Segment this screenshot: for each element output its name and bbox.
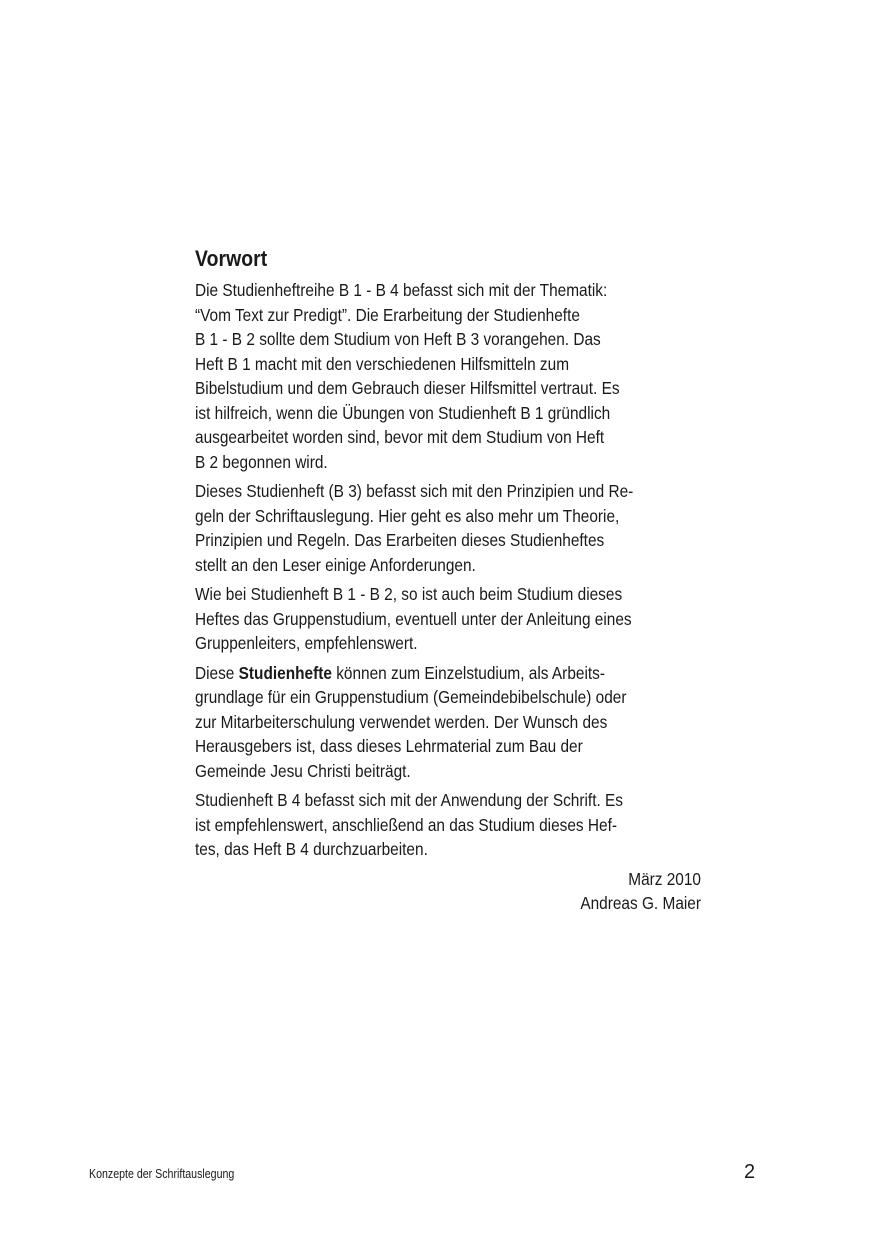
signature-author: Andreas G. Maier [580, 893, 701, 913]
page-number: 2 [744, 1161, 756, 1183]
preface-paragraph-5: Studienheft B 4 befasst sich mit der Anwendung der Schrift. Es ist empfehlenswert, anschließend an das Studium dieses Hef- tes, das Heft B 4 durchzuarbeiten. [195, 790, 624, 859]
preface-paragraph-3: Wie bei Studienheft B 1 - B 2, so ist auch beim Studium dieses Heftes das Gruppenstudium, eventuell unter der Anleitung eines Gruppenleiters, empfehlenswert. [195, 584, 632, 653]
preface-paragraph-4 [195, 661, 705, 784]
preface-section [195, 246, 705, 916]
signature-block [195, 867, 701, 916]
footer-book-title: Konzepte der Schriftauslegung [89, 1167, 235, 1181]
preface-paragraph-1: Die Studienheftreihe B 1 - B 4 befasst sich mit der Thematik: “Vom Text zur Predigt”. Die Erarbeitung der Studienhefte B 1 - B 2 sollte dem Studium von Heft B 3 vorangehen. Das Heft B 1 macht mit den verschiedenen Hilfsmitteln zum Bibelstudium und dem Gebrauch dieser Hilfsmittel vertraut. Es ist hilfreich, wenn die Übungen von Studienheft B 1 gründlich ausgearbeitet worden sind, bevor mit dem Studium von Heft B 2 begonnen wird. [195, 280, 620, 472]
paragraph-4-rest: können zum Einzelstudium, als Arbeits- grundlage für ein Gruppenstudium (Gemeindebibelschule) oder zur Mitarbeiterschulung verwendet werden. Der Wunsch des Herausgebers ist, dass dieses Lehrmaterial zum Bau der Gemeinde Jesu Christi beiträgt. [195, 662, 627, 781]
signature-date: März 2010 [628, 868, 701, 889]
page-title: Vorwort [195, 246, 268, 271]
preface-paragraph-2: Dieses Studienheft (B 3) befasst sich mit den Prinzipien und Re- geln der Schriftauslegung. Hier geht es also mehr um Theorie, Prinzipien und Regeln. Das Erarbeiten dieses Studienheftes stellt an den Leser einige Anforderungen. [195, 481, 634, 575]
paragraph-4-lead: Diese [195, 662, 239, 683]
emphasis-studienhefte: Studienhefte [238, 662, 332, 683]
